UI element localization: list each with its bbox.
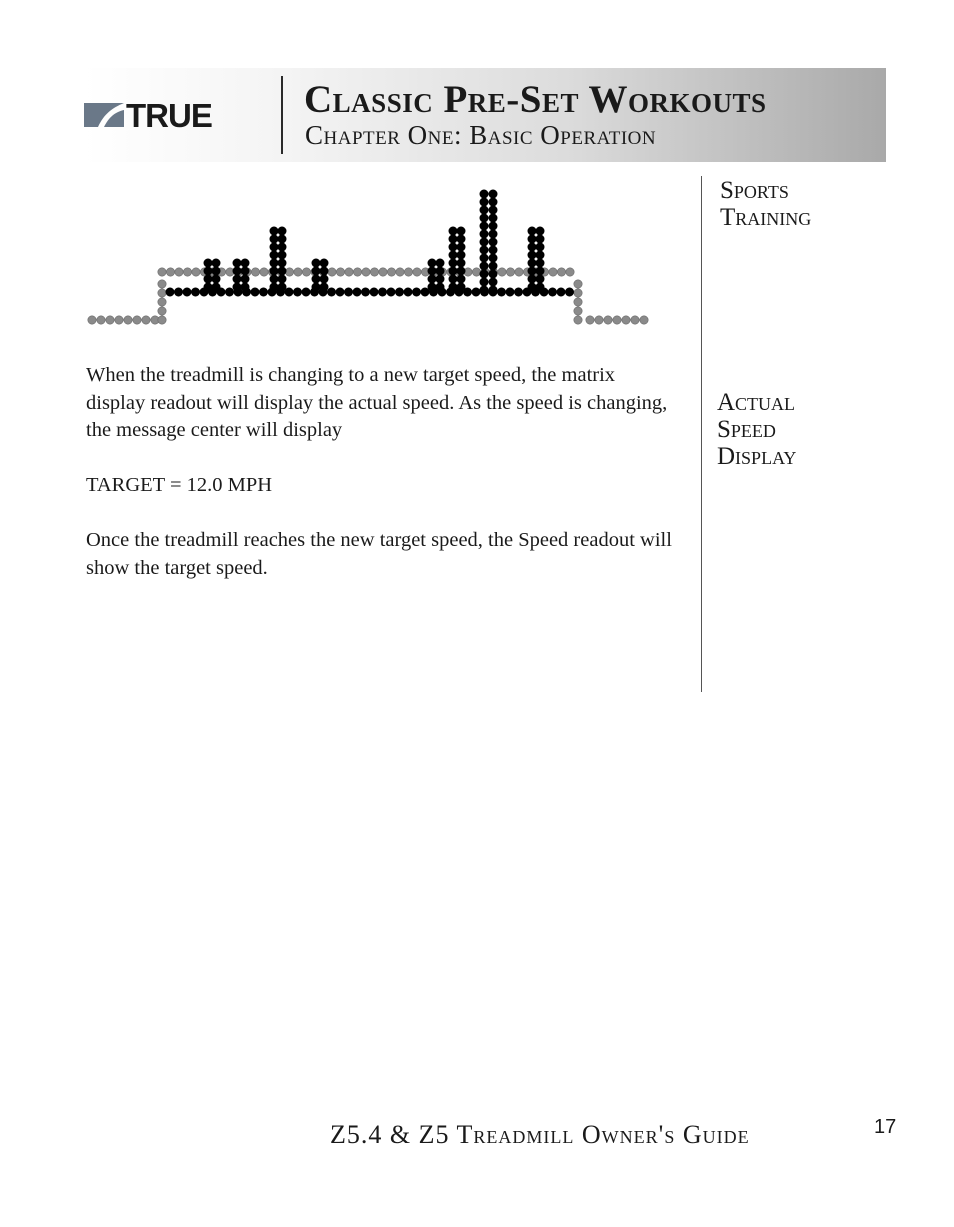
matrix-profile-dot [166,288,174,296]
matrix-baseline-dot [158,307,166,315]
matrix-baseline-dot [370,268,378,276]
matrix-profile-dot [270,235,278,243]
matrix-baseline-dot [124,316,132,324]
matrix-baseline-dot [192,268,200,276]
sidebar-section-line-1: Sports [720,177,789,204]
matrix-baseline-dot [175,268,183,276]
page-title: Classic Pre-Set Workouts [304,78,767,121]
matrix-profile-dot [536,267,544,275]
matrix-baseline-dot [622,316,630,324]
matrix-baseline-dot [158,289,166,297]
header-divider [281,76,283,154]
matrix-profile-dot [251,288,259,296]
matrix-profile-dot [259,288,267,296]
matrix-profile-dot [212,259,220,267]
matrix-baseline-dot [515,268,523,276]
matrix-profile-dot [320,259,328,267]
matrix-profile-dot [370,288,378,296]
matrix-profile-dot [457,243,465,251]
matrix-baseline-dot [557,268,565,276]
matrix-profile-dot [320,275,328,283]
matrix-profile-dot [489,278,497,286]
matrix-profile-dot [412,288,420,296]
matrix-profile-dot [528,251,536,259]
sidebar-subsection-line-3: Display [717,443,797,470]
matrix-profile-dot [404,288,412,296]
matrix-profile-dot [457,259,465,267]
sidebar-divider [701,176,702,692]
matrix-baseline-dot [595,316,603,324]
matrix-profile-dot [480,206,488,214]
matrix-profile-dot [449,227,457,235]
matrix-profile-dot [278,235,286,243]
matrix-profile-dot [449,275,457,283]
matrix-profile-dot [489,214,497,222]
matrix-baseline-dot [498,268,506,276]
matrix-profile-dot [395,288,403,296]
logo-text: TRUE [126,100,212,130]
matrix-profile-dot [514,288,522,296]
matrix-profile-dot [233,275,241,283]
matrix-profile-dot [489,206,497,214]
matrix-profile-dot [293,288,301,296]
matrix-profile-dot [489,286,497,294]
matrix-profile-dot [480,254,488,262]
matrix-profile-dot [204,283,212,291]
matrix-profile-dot [536,227,544,235]
matrix-profile-dot [489,230,497,238]
matrix-baseline-dot [251,268,259,276]
matrix-profile-dot [270,251,278,259]
sidebar-section-line-2: Training [720,204,812,231]
matrix-profile-dot [536,275,544,283]
matrix-profile-dot [312,275,320,283]
matrix-profile-dot [557,288,565,296]
chapter-subtitle: Chapter One: Basic Operation [305,120,657,150]
matrix-profile-dot [449,235,457,243]
matrix-profile-dot [336,288,344,296]
matrix-profile-dot [278,283,286,291]
matrix-baseline-dot [574,280,582,288]
matrix-baseline-dot [158,268,166,276]
matrix-profile-dot [278,259,286,267]
paragraph-target-reached: Once the treadmill reaches the new target speed, the Speed readout will show the target speed. [86,529,672,579]
matrix-profile-dot [528,267,536,275]
matrix-baseline-dot [574,307,582,315]
matrix-baseline-dot [294,268,302,276]
matrix-baseline-dot [97,316,105,324]
matrix-profile-dot [489,238,497,246]
matrix-baseline-dot [115,316,123,324]
matrix-profile-dot [241,275,249,283]
matrix-baseline-dot [158,298,166,306]
matrix-profile-dot [241,267,249,275]
matrix-profile-dot [536,235,544,243]
matrix-profile-dot [528,275,536,283]
matrix-profile-dot [387,288,395,296]
matrix-profile-dot [480,214,488,222]
matrix-profile-dot [327,288,335,296]
matrix-baseline-dot [353,268,361,276]
matrix-profile-dot [312,267,320,275]
matrix-profile-dot [204,267,212,275]
matrix-profile-dot [536,251,544,259]
matrix-profile-dot [449,283,457,291]
matrix-profile-dot [506,288,514,296]
matrix-profile-dot [436,267,444,275]
matrix-baseline-dot [574,316,582,324]
matrix-profile-dot [312,283,320,291]
matrix-baseline-dot [574,298,582,306]
matrix-profile-dot [457,267,465,275]
matrix-profile-dot [536,259,544,267]
sidebar-subsection-line-1: Actual [717,389,796,416]
matrix-profile-dot [528,283,536,291]
target-speed-message: TARGET = 12.0 MPH [86,474,273,496]
matrix-profile-dot [278,227,286,235]
matrix-profile-dot [436,259,444,267]
matrix-profile-dot [480,262,488,270]
matrix-baseline-dot [362,268,370,276]
matrix-profile-dot [344,288,352,296]
matrix-profile-dot [270,275,278,283]
matrix-profile-dot [353,288,361,296]
dot-matrix-speed-profile-icon [84,186,659,331]
matrix-profile-dot [174,288,182,296]
matrix-profile-dot [489,190,497,198]
sidebar-subsection-line-2: Speed [717,416,776,443]
matrix-profile-dot [449,259,457,267]
matrix-profile-dot [528,235,536,243]
matrix-baseline-dot [345,268,353,276]
body-text [86,362,676,610]
matrix-baseline-dot [142,316,150,324]
footer-guide-title: Z5.4 & Z5 Treadmill Owner's Guide [330,1120,750,1149]
matrix-profile-dot [320,267,328,275]
matrix-profile-dot [489,246,497,254]
matrix-profile-dot [270,243,278,251]
matrix-profile-dot [528,227,536,235]
matrix-profile-dot [285,288,293,296]
matrix-baseline-dot [631,316,639,324]
matrix-baseline-dot [133,316,141,324]
matrix-profile-dot [480,222,488,230]
matrix-baseline-dot [166,268,174,276]
matrix-profile-dot [212,283,220,291]
matrix-profile-dot [191,288,199,296]
matrix-profile-dot [428,275,436,283]
matrix-profile-dot [241,259,249,267]
matrix-baseline-dot [379,268,387,276]
matrix-profile-dot [270,259,278,267]
matrix-profile-dot [536,243,544,251]
matrix-profile-dot [480,246,488,254]
matrix-profile-dot [497,288,505,296]
matrix-profile-dot [428,267,436,275]
matrix-profile-dot [378,288,386,296]
matrix-baseline-dot [285,268,293,276]
matrix-profile-dot [436,275,444,283]
matrix-profile-dot [457,227,465,235]
matrix-profile-dot [212,275,220,283]
matrix-profile-dot [312,259,320,267]
matrix-baseline-dot [506,268,514,276]
matrix-baseline-dot [106,316,114,324]
matrix-profile-dot [489,222,497,230]
matrix-profile-dot [457,283,465,291]
matrix-baseline-dot [566,268,574,276]
page-number: 17 [874,1116,897,1138]
matrix-profile-dot [449,251,457,259]
matrix-baseline-dot [396,268,404,276]
matrix-profile-dot [472,288,480,296]
matrix-profile-dot [480,238,488,246]
matrix-profile-dot [548,288,556,296]
matrix-profile-dot [320,283,328,291]
matrix-profile-dot [270,227,278,235]
matrix-profile-dot [270,283,278,291]
paragraph-actual-speed: When the treadmill is changing to a new target speed, the matrix display readout will display the actual speed. As the speed is changing, the message center will display [86,364,668,441]
matrix-baseline-dot [549,268,557,276]
matrix-profile-dot [480,198,488,206]
matrix-profile-dot [436,283,444,291]
matrix-baseline-dot [158,280,166,288]
matrix-profile-dot [233,283,241,291]
matrix-profile-dot [528,243,536,251]
matrix-baseline-dot [640,316,648,324]
matrix-profile-dot [480,270,488,278]
matrix-baseline-dot [183,268,191,276]
matrix-profile-dot [428,259,436,267]
matrix-profile-dot [302,288,310,296]
matrix-profile-dot [489,262,497,270]
matrix-profile-dot [212,267,220,275]
matrix-profile-dot [480,230,488,238]
matrix-profile-dot [457,275,465,283]
matrix-profile-dot [480,278,488,286]
matrix-baseline-dot [88,316,96,324]
matrix-baseline-dot [613,316,621,324]
matrix-profile-dot [225,288,233,296]
matrix-profile-dot [449,267,457,275]
matrix-profile-dot [204,275,212,283]
sidebar-subsection-heading [717,389,796,470]
matrix-profile-dot [278,243,286,251]
matrix-profile-dot [480,190,488,198]
matrix-baseline-dot [404,268,412,276]
matrix-profile-dot [536,283,544,291]
matrix-baseline-dot [574,289,582,297]
matrix-profile-dot [278,275,286,283]
matrix-profile-dot [241,283,249,291]
matrix-profile-dot [449,243,457,251]
matrix-profile-dot [457,235,465,243]
matrix-profile-dot [480,286,488,294]
sidebar-section-heading [720,177,811,231]
matrix-profile-dot [233,259,241,267]
matrix-profile-dot [204,259,212,267]
matrix-profile-dot [428,283,436,291]
true-logo [84,100,254,130]
matrix-profile-dot [183,288,191,296]
matrix-baseline-dot [413,268,421,276]
matrix-baseline-dot [158,316,166,324]
matrix-baseline-dot [260,268,268,276]
matrix-profile-dot [528,259,536,267]
matrix-profile-dot [278,251,286,259]
matrix-profile-dot [489,270,497,278]
matrix-baseline-dot [336,268,344,276]
matrix-profile-dot [489,198,497,206]
matrix-profile-dot [457,251,465,259]
matrix-baseline-dot [604,316,612,324]
matrix-profile-dot [270,267,278,275]
matrix-profile-dot [565,288,573,296]
matrix-profile-dot [278,267,286,275]
matrix-baseline-dot [472,268,480,276]
matrix-profile-dot [489,254,497,262]
matrix-baseline-dot [586,316,594,324]
matrix-baseline-dot [328,268,336,276]
matrix-profile-dot [421,288,429,296]
matrix-baseline-dot [387,268,395,276]
matrix-baseline-dot [302,268,310,276]
matrix-profile-dot [361,288,369,296]
matrix-profile-dot [233,267,241,275]
